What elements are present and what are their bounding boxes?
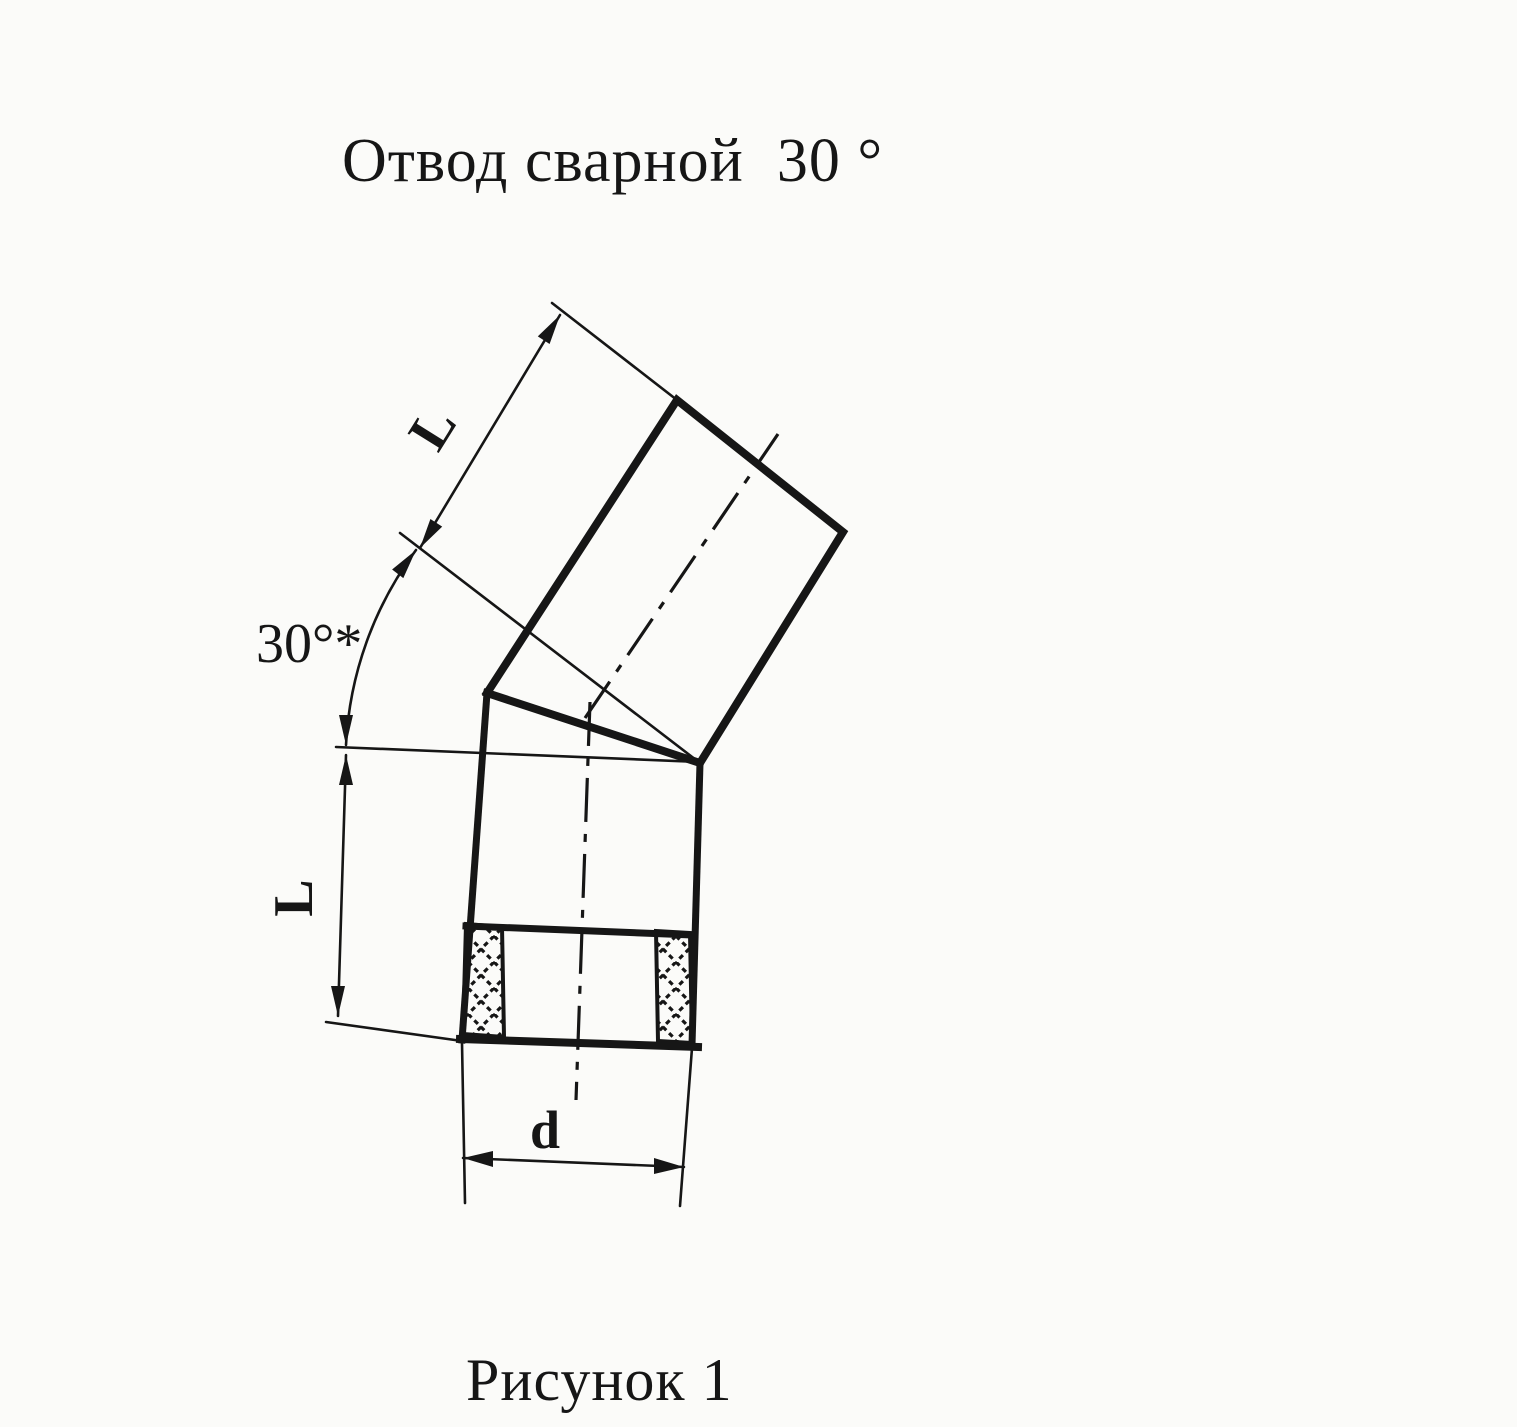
left-wall-section [463, 924, 504, 1037]
diameter-label: d [530, 1100, 561, 1160]
angle-arc-arrow-bottom [339, 715, 353, 745]
extension-lines [326, 303, 700, 1206]
lower-length-arrow-top [339, 755, 353, 785]
d-right-extension-line [680, 1048, 692, 1206]
dimension-labels [256, 396, 560, 1160]
angle-label: 30°* [256, 613, 363, 675]
diameter-arrow-right [654, 1158, 684, 1174]
pipe-outline [460, 400, 843, 1047]
upper-pipe-centerline [585, 434, 778, 718]
figure-caption: Рисунок 1 [466, 1347, 733, 1413]
upper-length-arrow-bottom [420, 519, 442, 548]
upper-length-arrow-top [538, 315, 560, 344]
d-left-extension-line [462, 1043, 465, 1203]
angle-arc-arrow-top [392, 550, 416, 578]
right-wall-section [656, 931, 692, 1043]
lower-length-label: L [263, 879, 325, 917]
upper-face-extension-line [552, 303, 677, 400]
diameter-dimension-line [463, 1158, 684, 1167]
joint-perpendicular-extension-line [400, 533, 700, 763]
bottom-left-extension-line [326, 1022, 462, 1041]
drawing-title: Отвод сварной 30 ° [342, 127, 884, 195]
diameter-arrow-left [463, 1151, 493, 1167]
upper-length-label: L [396, 396, 469, 461]
lower-length-arrow-bottom [331, 986, 345, 1016]
lower-length-dimension-line [338, 755, 346, 1016]
